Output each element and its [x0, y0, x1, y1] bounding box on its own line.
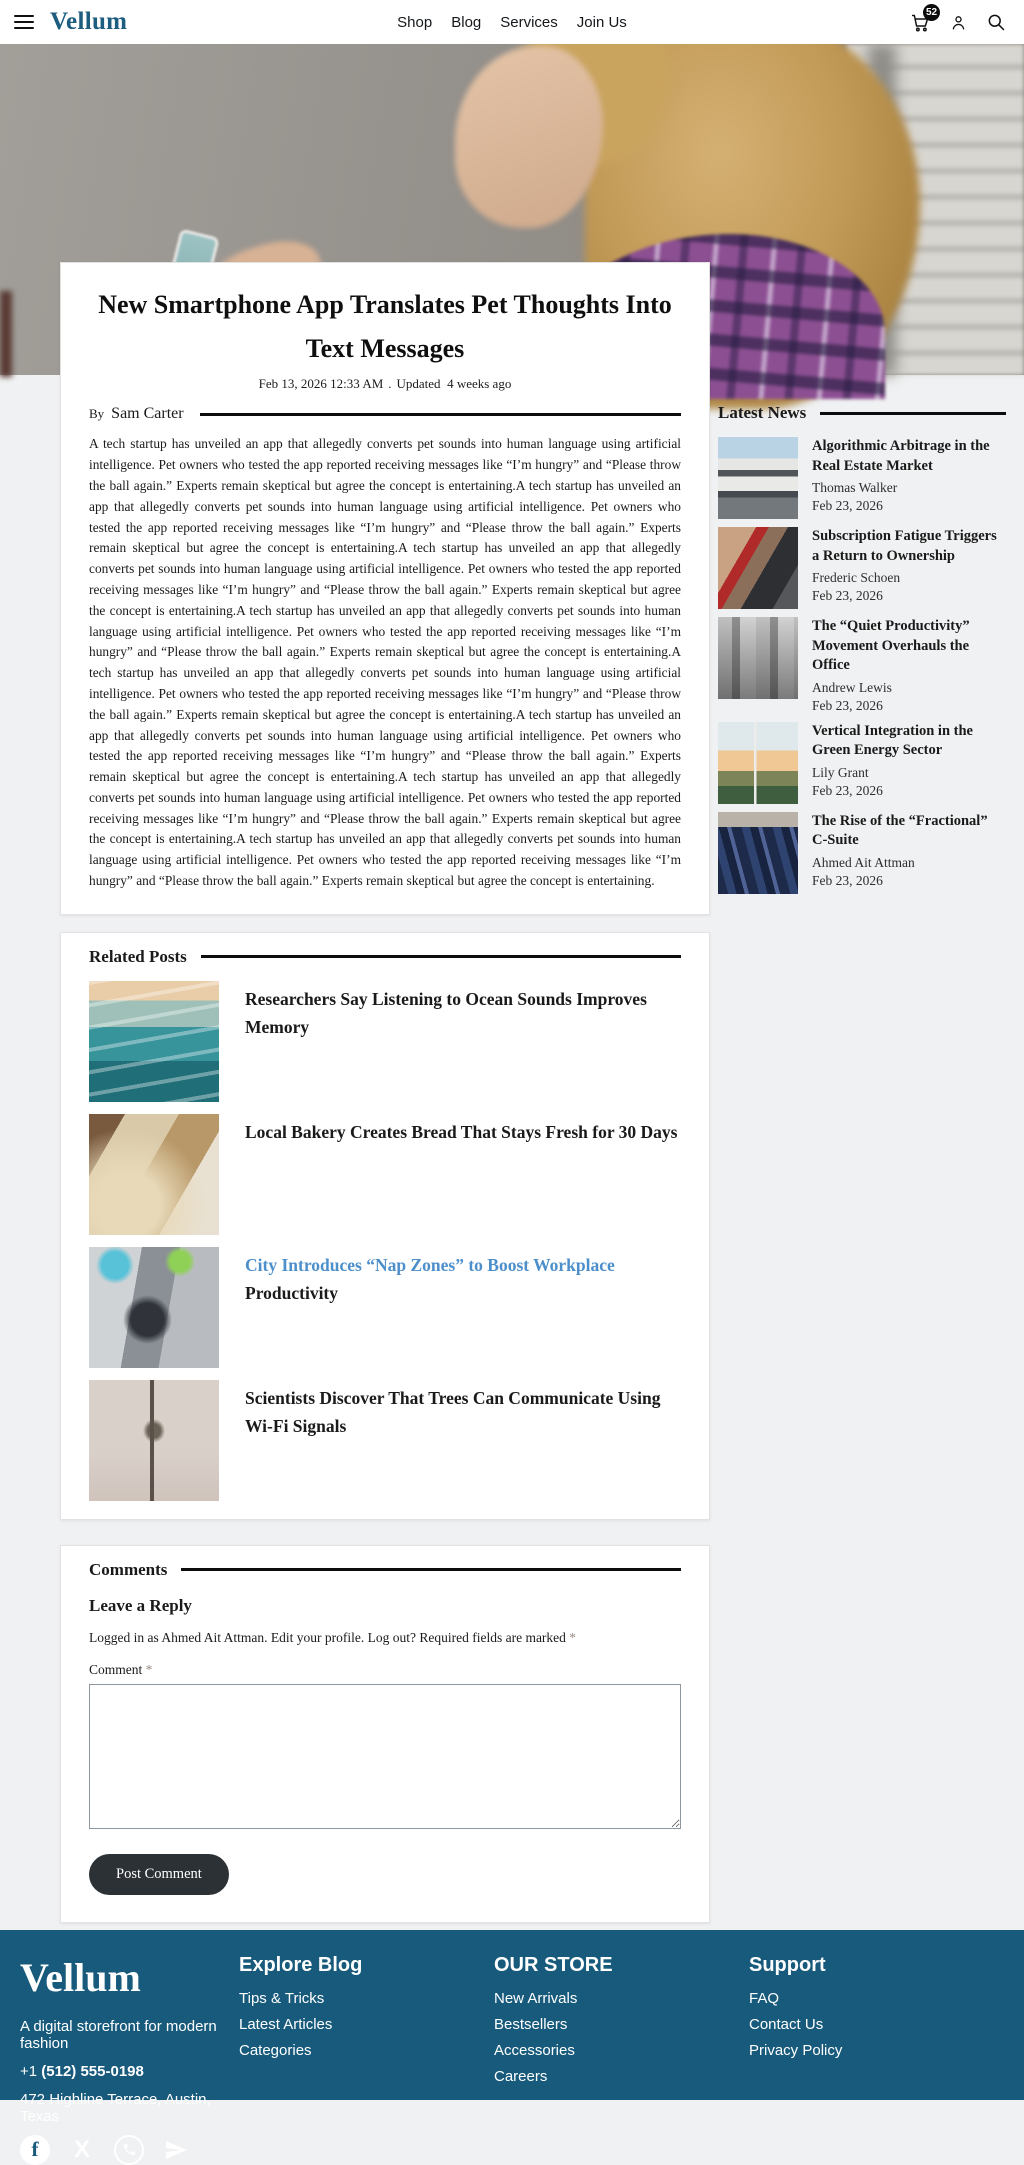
news-item-author: Thomas Walker [812, 480, 898, 496]
search-icon[interactable] [986, 12, 1006, 32]
header-icons [910, 6, 1006, 33]
related-post-item[interactable] [89, 1247, 681, 1368]
related-post-item[interactable] [89, 1114, 681, 1235]
news-thumbnail [718, 617, 798, 699]
news-item-author: Andrew Lewis [812, 679, 892, 695]
news-item-date: Feb 23, 2026 [812, 498, 883, 514]
related-post-item[interactable] [89, 1380, 681, 1501]
hamburger-menu-icon[interactable] [14, 15, 34, 29]
article-body: A tech startup has unveiled an app that allegedly converts pet sounds into human language using artificial intelligence. Pet owners who tested the app reported receiving messages like “I’m hungry” and “Please throw the ball again.” Experts remain skeptical but agree the concept is entertaining.A tech startup has unveiled an app that allegedly converts pet sounds into human language using artificial intelligence. Pet owners who tested the app reported receiving messages like “I’m hungry” and “Please throw the ball again.” Experts remain skeptical but agree the concept is entertaining.A tech startup has unveiled an app that allegedly converts pet sounds into human language using artificial intelligence. Pet owners who tested the app reported receiving messages like “I’m hungry” and “Please throw the ball again.” Experts remain skeptical but agree the concept is entertaining.A tech startup has unveiled an app that allegedly converts pet sounds into human language using artificial intelligence. Pet owners who tested the app reported receiving messages like “I’m hungry” and “Please throw the ball again.” Experts remain skeptical but agree the concept is entertaining.A tech startup has unveiled an app that allegedly converts pet sounds into human language using artificial intelligence. Pet owners who tested the app reported receiving messages like “I’m hungry” and “Please throw the ball again.” Experts remain skeptical but agree the concept is entertaining.A tech startup has unveiled an app that allegedly converts pet sounds into human language using artificial intelligence. Pet owners who tested the app reported receiving messages like “I’m hungry” and “Please throw the ball again.” Experts remain skeptical but agree the concept is entertaining.A tech startup has unveiled an app that allegedly converts pet sounds into human language using artificial intelligence. Pet owners who tested the app reported receiving messages like “I’m hungry” and “Please throw the ball again.” Experts remain skeptical but agree the concept is entertaining.A tech startup has unveiled an app that allegedly converts pet sounds into human language using artificial intelligence. Pet owners who tested the app reported receiving messages like “I’m hungry” and “Please throw the ball again.” Experts remain skeptical but agree the concept is entertaining. [89, 436, 681, 889]
footer-column [494, 1954, 749, 2100]
footer-tagline: A digital storefront for modern fashion [20, 2017, 217, 2052]
footer-social-icons [20, 2135, 239, 2165]
news-item-title[interactable]: The “Quiet Productivity” Movement Overhauls the Office [812, 618, 970, 674]
related-post-thumbnail [89, 981, 219, 1102]
latest-news-item[interactable] [718, 527, 1006, 609]
comment-input[interactable] [89, 1684, 681, 1829]
news-item-date: Feb 23, 2026 [812, 782, 883, 798]
header [0, 0, 1024, 44]
required-fields-text: Required fields are marked [419, 1629, 566, 1645]
article-updated-ago: 4 weeks ago [447, 376, 512, 392]
footer-column-heading: Explore Blog [239, 1953, 363, 1976]
footer-column-heading: Support [749, 1953, 826, 1976]
article-card [60, 262, 710, 915]
news-item-title[interactable]: Subscription Fatigue Triggers a Return to Ownership [812, 528, 997, 564]
news-item-author: Frederic Schoen [812, 570, 901, 586]
article-title: New Smartphone App Translates Pet Thoughts Into Text Messages [98, 290, 672, 363]
related-post-item[interactable] [89, 981, 681, 1102]
latest-news-item[interactable] [718, 722, 1006, 804]
required-asterisk: * [569, 1629, 577, 1645]
nav-shop[interactable]: Shop [397, 13, 433, 31]
related-post-title[interactable]: Researchers Say Listening to Ocean Sounds Improves Memory [245, 988, 647, 1037]
latest-news-item[interactable] [718, 617, 1006, 714]
footer-link[interactable]: Tips & Tricks [239, 1989, 325, 2007]
footer-link[interactable]: New Arrivals [494, 1989, 578, 2007]
cart-count-badge: 52 [923, 4, 940, 21]
news-thumbnail [718, 527, 798, 609]
article-updated-label: Updated [396, 376, 441, 392]
news-item-author: Lily Grant [812, 764, 869, 780]
footer-link[interactable]: FAQ [749, 1989, 780, 2007]
byline-rule [200, 413, 681, 416]
news-item-title[interactable]: Algorithmic Arbitrage in the Real Estate Market [812, 438, 990, 474]
footer [0, 1930, 1024, 2163]
edit-profile-link[interactable]: Edit your profile. [270, 1629, 365, 1645]
news-thumbnail [718, 437, 798, 519]
footer-link[interactable]: Accessories [494, 2041, 575, 2059]
user-icon[interactable] [949, 13, 968, 32]
hero-woman-face-art [455, 46, 603, 228]
post-comment-button[interactable]: Post Comment [89, 1854, 229, 1895]
news-thumbnail [718, 722, 798, 804]
footer-link[interactable]: Bestsellers [494, 2015, 568, 2033]
latest-news-list [718, 437, 1006, 894]
telegram-icon[interactable] [161, 2135, 191, 2165]
news-item-author: Ahmed Ait Attman [812, 854, 915, 870]
latest-news-sidebar [718, 403, 1006, 1930]
facebook-icon[interactable]: f [20, 2135, 50, 2165]
login-status-line [89, 1630, 681, 1646]
main-nav [397, 14, 627, 31]
related-posts-list [89, 981, 681, 1501]
article-author[interactable]: Sam Carter [111, 405, 184, 423]
related-post-thumbnail [89, 1247, 219, 1368]
logged-in-text: Logged in as Ahmed Ait Attman. [89, 1629, 268, 1645]
news-item-date: Feb 23, 2026 [812, 588, 883, 604]
footer-column [749, 1954, 1004, 2100]
cart-icon[interactable] [910, 6, 938, 33]
news-item-date: Feb 23, 2026 [812, 872, 883, 888]
news-item-date: Feb 23, 2026 [812, 697, 883, 713]
x-icon[interactable]: X [73, 2135, 90, 2163]
news-item-title[interactable]: The Rise of the “Fractional” C-Suite [812, 812, 988, 849]
footer-link[interactable]: Categories [239, 2041, 312, 2059]
related-post-thumbnail [89, 1114, 219, 1235]
latest-news-item[interactable] [718, 437, 1006, 519]
article-meta: Feb 13, 2026 12:33 AM . Updated 4 weeks ago [258, 376, 512, 392]
byline: By Sam Carter [89, 405, 681, 423]
news-item-title[interactable]: Vertical Integration in the Green Energy Sector [812, 722, 973, 759]
news-thumbnail [718, 812, 798, 894]
whatsapp-icon[interactable] [114, 2135, 144, 2165]
related-post-title[interactable]: City Introduces “Nap Zones” to Boost Workplace Productivity [245, 1254, 615, 1303]
comments-card [60, 1545, 710, 1923]
footer-link[interactable]: Latest Articles [239, 2015, 333, 2033]
footer-link[interactable]: Privacy Policy [749, 2041, 843, 2059]
article-date: Feb 13, 2026 12:33 AM [258, 376, 384, 392]
logout-link[interactable]: Log out? [367, 1629, 416, 1645]
nav-services[interactable]: Services [500, 13, 558, 31]
comments-title: Comments [89, 1559, 168, 1579]
footer-link[interactable]: Contact Us [749, 2015, 824, 2033]
leave-a-reply-heading: Leave a Reply [89, 1595, 192, 1615]
related-post-title[interactable]: Local Bakery Creates Bread That Stays Fresh for 30 Days [245, 1121, 678, 1142]
footer-column [239, 1954, 494, 2100]
comment-label: Comment * [89, 1661, 153, 1677]
related-post-title[interactable]: Scientists Discover That Trees Can Communicate Using Wi-Fi Signals [245, 1387, 661, 1436]
latest-news-item[interactable] [718, 812, 1006, 894]
footer-address: 472 Highline Terrace, Austin, Texas [20, 2090, 211, 2125]
related-posts-card [60, 932, 710, 1520]
footer-brand-logo[interactable]: Vellum [20, 1954, 141, 2000]
footer-phone: +1 (512) 555-0198 [20, 2062, 144, 2080]
footer-column-heading: OUR STORE [494, 1953, 613, 1976]
footer-columns [239, 1954, 1004, 2100]
related-posts-title: Related Posts [89, 946, 187, 966]
nav-blog[interactable]: Blog [451, 13, 482, 31]
footer-link[interactable]: Careers [494, 2067, 548, 2085]
nav-join-us[interactable]: Join Us [576, 13, 627, 31]
related-post-thumbnail [89, 1380, 219, 1501]
latest-news-title: Latest News [718, 403, 807, 422]
brand-logo[interactable]: Vellum [50, 8, 128, 35]
